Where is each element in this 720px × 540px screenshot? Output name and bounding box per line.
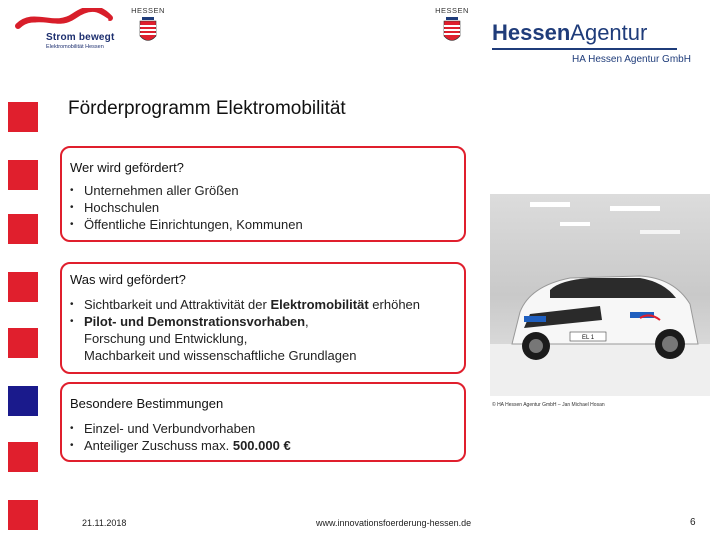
decor-square [8, 160, 38, 190]
electric-car-photo [490, 194, 710, 396]
strom-logo-title: Strom bewegt [46, 32, 115, 43]
section-heading: Wer wird gefördert? [70, 160, 184, 175]
list-item [70, 437, 291, 454]
section-list [70, 296, 420, 364]
item-text: Sichtbarkeit und Attraktivität der [84, 297, 271, 312]
section-who [60, 146, 466, 242]
item-text: , [305, 314, 309, 329]
hessen-agentur-logo [492, 20, 712, 76]
section-list [70, 420, 291, 454]
decor-square-active [8, 386, 38, 416]
crest-label: HESSEN [131, 6, 165, 15]
decor-square [8, 214, 38, 244]
item-bold-text: Elektromobilität [270, 297, 369, 312]
decor-square [8, 102, 38, 132]
decor-square [8, 442, 38, 472]
item-text: erhöhen [368, 297, 421, 312]
decor-square [8, 500, 38, 530]
hessen-crest-right [432, 6, 472, 52]
section-heading: Was wird gefördert? [70, 272, 186, 287]
list-item: • Unternehmen aller Größen [70, 182, 303, 199]
agency-name-bold: Hessen [492, 20, 571, 45]
item-text: Anteiliger Zuschuss max. [84, 438, 233, 453]
logo-divider [492, 48, 677, 50]
list-item: • Hochschulen [70, 199, 303, 216]
car-image [490, 194, 710, 396]
list-item [70, 296, 420, 313]
page-number: 6 [690, 517, 696, 528]
item-text-continued: Forschung und Entwicklung, [84, 331, 248, 346]
section-special-provisions [60, 382, 466, 462]
footer-url[interactable]: www.innovationsfoerderung-hessen.de [316, 518, 472, 528]
lion-shield-icon [442, 16, 462, 46]
swoosh-icon [14, 8, 114, 32]
car-plate-text: EL 1 [581, 335, 595, 341]
agency-name [492, 20, 647, 46]
item-bold-text: Pilot- und Demonstrationsvorhaben [84, 314, 306, 329]
strom-logo-subtitle: Elektromobilität Hessen [46, 44, 104, 50]
decor-square [8, 272, 38, 302]
decor-square [8, 328, 38, 358]
strom-bewegt-logo [14, 8, 114, 54]
lion-shield-icon [138, 16, 158, 46]
agency-subtitle: HA Hessen Agentur GmbH [572, 54, 691, 65]
list-item [70, 313, 420, 364]
section-heading: Besondere Bestimmungen [70, 396, 224, 411]
item-text-continued: Machbarkeit und wissenschaftliche Grundlagen [84, 348, 357, 363]
list-item: • Öffentliche Einrichtungen, Kommunen [70, 216, 303, 233]
footer-date: 21.11.2018 [82, 518, 127, 528]
agency-name-regular: Agentur [570, 20, 648, 45]
list-item: • Einzel- und Verbundvorhaben [70, 420, 291, 437]
slide-title: Förderprogramm Elektromobilität [68, 98, 346, 119]
crest-label: HESSEN [435, 6, 469, 15]
hessen-crest-left [128, 6, 168, 52]
photo-caption: © HA Hessen Agentur GmbH – Jan Michael Hosan [492, 402, 605, 408]
section-what [60, 262, 466, 374]
section-list [70, 182, 303, 233]
item-bold-text: 500.000 € [232, 438, 291, 453]
